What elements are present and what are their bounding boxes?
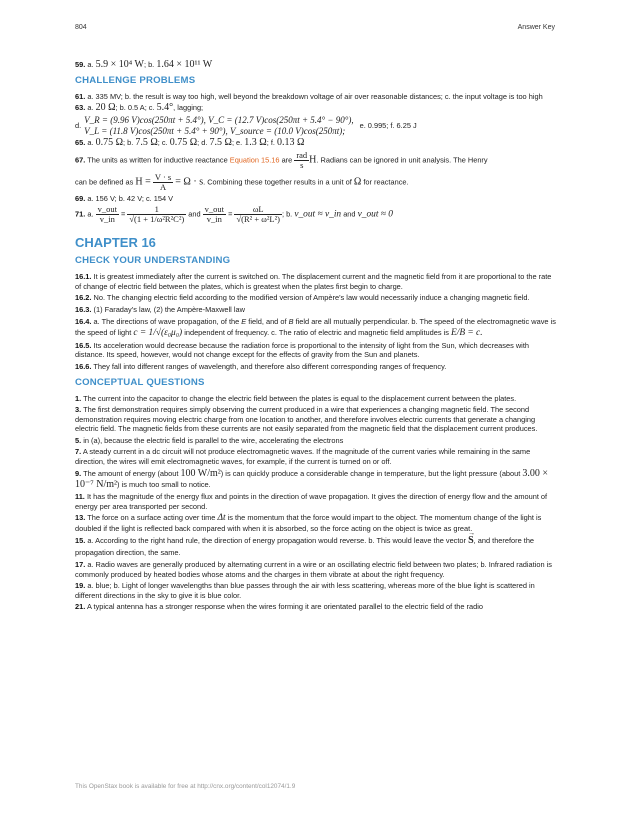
answer-69: 69. a. 156 V; b. 42 V; c. 154 V <box>75 193 174 203</box>
page-number: 804 <box>75 24 87 31</box>
answer-63: 63. a. 20 Ω; b. 0.5 A; c. 5.4°, lagging; <box>75 102 204 114</box>
answer-16-5: 16.5. Its acceleration would decrease because the radiation force is proportional to the intensity of light from the Sun, which decreases with distance. Its speed, however, would not change except for the effects of gravity from the Sun and planets. <box>75 340 529 360</box>
running-header-title: Answer Key <box>517 24 555 31</box>
answer-15: 15. a. According to the right hand rule, the direction of energy propagation would reverse. b. This would leave the vector → S, and therefore the propagation direction, the same. <box>75 535 556 558</box>
answer-1: 1. The current into the capacitor to change the electric field between the plates is equal to the displacement current between the plates. <box>75 393 517 403</box>
henry-fraction: $\frac{V \cdot s}{A}$ <box>154 171 172 192</box>
rad-per-s-fraction: $\frac{\text{rad}}{s}$ <box>296 149 308 170</box>
answer-21: 21. A typical antenna has a stronger response when the wires forming it are orientated parallel to the electric field of the radio <box>75 602 483 612</box>
answer-19: 19. a. blue; b. Light of longer wavelengths than blue passes through the air with less scattering, whereas more of the blue light is scattered in different directions in the sky to give it is blue color. <box>75 581 535 600</box>
challenge-problems-heading: CHALLENGE PROBLEMS <box>75 74 196 86</box>
poynting-vector-symbol: → S <box>468 535 474 547</box>
answer-11: 11. It has the magnitude of the energy flux and points in the direction of wave propagation. It gives the direction of energy flow and the amount of energy per area transported per second. <box>75 492 548 511</box>
answer-16-1: 16.1. It is greatest immediately after the current is switched on. The displacement current and the magnetic field from it are proportional to the rate of change of electric field between the plates, which is greatest when the plates first begin to charge. <box>75 271 552 291</box>
answer-59: 59. a. 5.9 × 10⁴ W; b. 1.64 × 10¹¹ W <box>75 59 213 70</box>
page-footer: This OpenStax book is available for free at http://cnx.org/content/col12074/1.9 <box>75 783 296 790</box>
answer-63-d: d. V_R = (9.96 V)cos(250πt + 5.4°), V_C = (12.7 V)cos(250πt + 5.4° − 90°), V_L = (11.8 V)cos(250πt + 5.4° + 90°), V_source = (10.0 V)cos(250πt); e. 0.995; f. 6.25 J <box>75 114 417 136</box>
answer-key-content <box>75 60 556 614</box>
answer-61: 61. a. 335 MV; b. the result is way too high, well beyond the breakdown voltage of air over reasonable distances; c. the input voltage is too high <box>75 91 543 101</box>
answer-16-6: 16.6. They fall into different ranges of wavelength, and therefore also different corresponding ranges of frequency. <box>75 361 447 371</box>
answer-17: 17. a. Radio waves are generally produced by alternating current in a wire or an oscillating electric field between two plates; b. Infrared radiation is commonly produced by heated bodies whose atoms and the charges in them vibrate at about the right frequency. <box>75 560 552 579</box>
answer-7: 7. A steady current in a dc circuit will not produce electromagnetic waves. If the magnitude of the current varies while remaining in the same direction, the wires will emit electromagnetic waves, for example, if the current is turned on or off. <box>75 447 531 467</box>
answer-71: 71. a. $\frac{\text{v\_out}}{v\_in}$ = $\frac{1}{\text{√(1 + 1/ω²R²C²)}}$ and $\frac{\text{v\_out}}{v\_in}$ = $\frac{\omega L}{\text{√(R² + ω²L²)}}$ ; b. v_out ≈ v_in and v_out ≈ 0 <box>75 203 393 224</box>
check-understanding-heading: CHECK YOUR UNDERSTANDING <box>75 254 231 266</box>
answer-65: 65. a. 0.75 Ω; b. 7.5 Ω; c. 0.75 Ω; d. 7.5 Ω; e. 1.3 Ω; f. 0.13 Ω <box>75 137 305 149</box>
answer-67-cont: can be defined as H = $\frac{V \cdot s}{A}$ = Ω · s. Combining these together results in a unit of Ω for reactance. <box>75 171 409 192</box>
chapter-heading: CHAPTER 16 <box>75 234 156 250</box>
equation-link[interactable]: Equation 15.16 <box>229 155 280 165</box>
answer-3: 3. The first demonstration requires simply observing the current produced in a wire that experiences a changing magnetic field. The second demonstration requires moving electric charge from one location to another, and therefore involves electric currents that generate a changing electric field. The magnetic fields from these currents are not easily separated from the magnetic field that the displacement current produces. <box>75 404 538 434</box>
answer-13: 13. The force on a surface acting over time Δt is the momentum that the force would impart to the object. The momentum change of the light is doubled if the light is reflected back compared with when it is absorbed, so the force acting on the object is twice as great. <box>75 513 542 534</box>
answer-67: 67. The units as written for inductive reactance Equation 15.16 are $\frac{\text{rad}}{s}$ H. Radians can be ignored in unit analysis. The Henry <box>75 149 488 170</box>
answer-9: 9. The amount of energy (about 100 W/m²) is can quickly produce a considerable change in temperature, but the light pressure (about 3.00 × 10⁻⁷ N/m²) is much too small to notice. <box>75 468 549 491</box>
answer-16-3: 16.3. (1) Faraday’s law, (2) the Ampère-Maxwell law <box>75 304 245 314</box>
conceptual-questions-heading: CONCEPTUAL QUESTIONS <box>75 376 205 388</box>
answer-5: 5. in (a), because the electric field is parallel to the wire, accelerating the electrons <box>75 435 344 445</box>
answer-16-4: 16.4. a. The directions of wave propagation, of the E field, and of B field are all mutually perpendicular. b. The speed of the electromagnetic wave is the speed of light c = 1/√(ε₀μ₀) independent of frequency. c. The ratio of electric and magnetic field amplitudes is E/B = c. <box>75 316 556 338</box>
voltage-equations: V_R = (9.96 V)cos(250πt + 5.4°), V_C = (12.7 V)cos(250πt + 5.4° − 90°), V_L = (11.8 V)cos(250πt + 5.4° + 90°), V_source = (10.0 V)cos(250πt); <box>84 114 354 136</box>
answer-16-2: 16.2. No. The changing electric field according to the modified version of Ampère’s law would necessarily induce a changing magnetic field. <box>75 293 530 303</box>
